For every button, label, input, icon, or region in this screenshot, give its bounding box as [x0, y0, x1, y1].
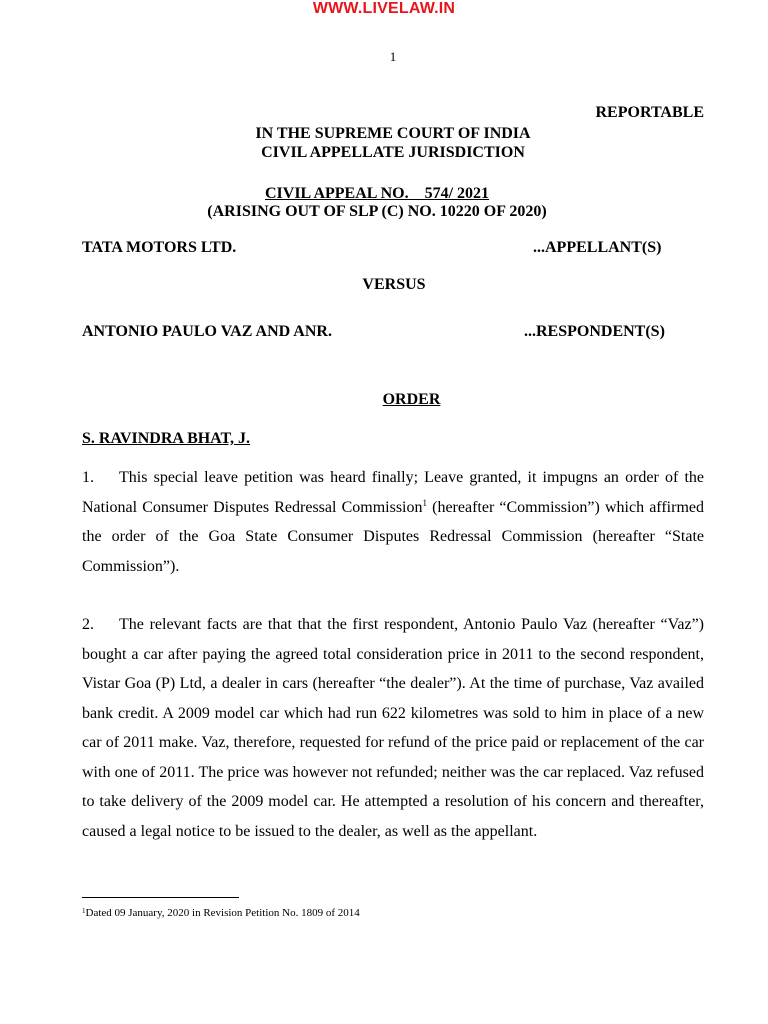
watermark-link[interactable]: WWW.LIVELAW.IN: [312, 0, 456, 17]
footnote: [82, 907, 360, 919]
appellant-name: TATA MOTORS LTD.: [82, 239, 237, 256]
reportable-label: REPORTABLE: [595, 104, 704, 121]
paragraph-1: [82, 463, 704, 581]
page-number: 1: [389, 49, 397, 64]
judge-name-text: S. RAVINDRA BHAT, J.: [82, 430, 251, 447]
footnote-reference[interactable]: 1: [422, 497, 427, 508]
court-name: IN THE SUPREME COURT OF INDIA: [255, 125, 531, 142]
appeal-number: [0, 185, 754, 203]
paragraph-2: [82, 610, 704, 846]
appeal-number-text: CIVIL APPEAL NO. 574/ 2021: [264, 185, 490, 202]
order-heading-text: ORDER: [382, 391, 441, 408]
respondent-role: ...RESPONDENT(S): [524, 323, 665, 340]
appellant-role: ...APPELLANT(S): [533, 239, 662, 256]
paragraph-2-text: The relevant facts are that that the first respondent, Antonio Paulo Vaz (hereafter “Vaz”) bought a car after paying the agreed total consideration price in 2011 to the second respondent, Vistar Goa (P) Ltd, a dealer in cars (hereafter “the dealer”). At the time of purchase, Vaz availed bank credit. A 2009 model car which had run 622 kilometres was sold to him in place of a new car of 2011 make. Vaz, therefore, requested for refund of the price paid or replacement of the car with one of 2011. The price was however not refunded; neither was the car replaced. Vaz refused to take delivery of the 2009 model car. He attempted a resolution of his concern and thereafter, caused a legal notice to be issued to the dealer, as well as the appellant.: [82, 616, 704, 840]
paragraph-1-number: 1.: [82, 469, 94, 486]
footnote-divider: [82, 897, 239, 898]
paragraph-1-text-b: (hereafter “Commission”) which affirmed the order of the Goa State Consumer Disputes Redressal Commission (hereafter “State Commission”).: [82, 498, 704, 575]
respondent-name: ANTONIO PAULO VAZ AND ANR.: [82, 323, 332, 340]
slp-arising: (ARISING OUT OF SLP (C) NO. 10220 OF 2020): [207, 203, 547, 220]
judge-name: [82, 430, 250, 448]
versus-label: VERSUS: [362, 276, 426, 293]
footnote-text: Dated 09 January, 2020 in Revision Petition No. 1809 of 2014: [85, 907, 360, 919]
jurisdiction: CIVIL APPELLATE JURISDICTION: [261, 144, 525, 161]
paragraph-1-text-a: This special leave petition was heard finally; Leave granted, it impugns an order of the National Consumer Disputes Redressal Commission: [82, 469, 704, 516]
footnote-mark: 1: [82, 907, 86, 915]
paragraph-2-number: 2.: [82, 616, 94, 633]
order-heading: [0, 391, 768, 409]
